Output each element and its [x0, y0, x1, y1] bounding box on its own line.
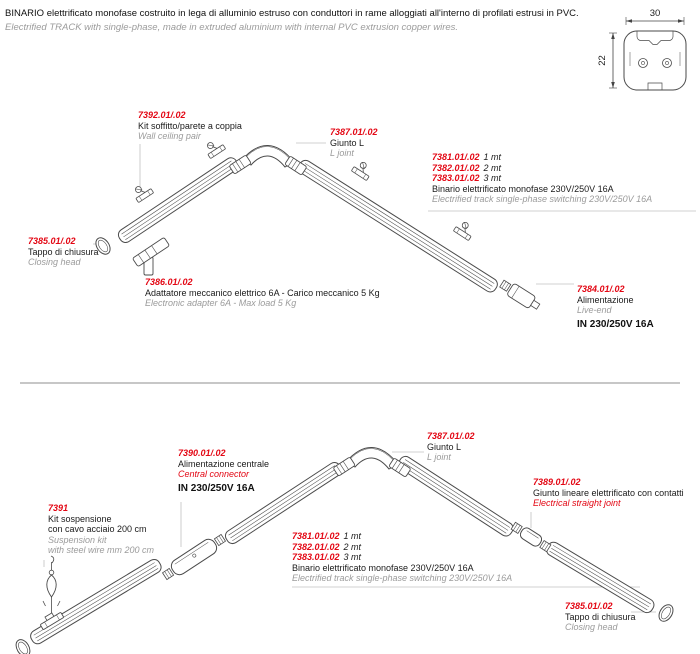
dim-width-label: 30 — [649, 8, 661, 19]
part-rating: IN 230/250V 16A — [577, 318, 654, 330]
part-name-en: Wall ceiling pair — [138, 131, 201, 141]
label-l-joint-bottom — [427, 431, 475, 463]
part-name-en: Electrified track single-phase switching 230V/250V 16A — [432, 194, 653, 204]
part-code: 7391 — [48, 503, 69, 513]
label-closing-head-top — [28, 236, 99, 268]
header-title-it: BINARIO elettrificato monofase costruito in lega di alluminio estruso con conduttori in rame alloggiati all'interno di profilati estrusi in PVC. — [5, 8, 579, 19]
part-name-en: Electronic adapter 6A - Max load 5 Kg — [145, 298, 297, 308]
part-name-en: L joint — [427, 452, 451, 462]
track-variant: 7382.01/.02 2 mt — [292, 541, 362, 552]
part-name-it: Giunto L — [427, 441, 462, 452]
label-straight-joint — [533, 477, 684, 509]
adapter-graphic — [132, 237, 169, 275]
part-name-it: Adattatore meccanico elettrico 6A - Carico meccanico 5 Kg — [145, 287, 380, 298]
label-live-end — [577, 284, 654, 330]
track-rail-left-lower — [28, 557, 163, 646]
part-name-it: Tappo di chiusura — [28, 246, 99, 257]
central-connector-graphic — [160, 531, 227, 583]
closing-head-graphic — [13, 637, 33, 654]
part-name-it: Binario elettrificato monofase 230V/250V 16A — [292, 562, 474, 573]
ceiling-clip-icon — [131, 181, 154, 203]
part-name-it: Alimentazione — [577, 294, 634, 305]
part-name-en: Electrical straight joint — [533, 498, 621, 508]
part-name-it: Alimentazione centrale — [178, 458, 270, 469]
part-name-en: with steel wire mm 200 cm — [48, 545, 155, 555]
label-closing-head-bottom — [565, 601, 636, 633]
part-code: 7385.01/.02 — [28, 236, 76, 246]
part-name-en: Electrified track single-phase switching 230V/250V 16A — [292, 573, 513, 583]
track-variant: 7381.01/.02 1 mt — [292, 531, 362, 541]
track-variant: 7383.01/.02 3 mt — [432, 173, 502, 183]
part-code: 7392.01/.02 — [138, 110, 186, 120]
track-cross-section-drawing — [624, 31, 686, 90]
live-end-graphic — [498, 278, 542, 313]
dimension-width — [626, 8, 684, 25]
l-joint-graphic — [229, 145, 307, 175]
label-track-top — [432, 152, 652, 205]
label-kit-ceiling — [138, 110, 242, 142]
header-title-en: Electrified TRACK with single-phase, made in extruded aluminium with internal PVC extrusion copper wires. — [5, 21, 459, 33]
part-code: 7390.01/.02 — [178, 448, 226, 458]
track-variant: 7383.01/.02 3 mt — [292, 552, 362, 562]
part-rating: IN 230/250V 16A — [178, 482, 255, 494]
part-name-en: Closing head — [28, 257, 81, 267]
part-name-it: Giunto lineare elettrificato con contatti — [533, 487, 684, 498]
page-header — [5, 7, 579, 34]
track-variant: 7382.01/.02 2 mt — [432, 162, 502, 173]
track-variant: 7381.01/.02 1 mt — [432, 152, 502, 162]
part-name-en: Live-end — [577, 305, 612, 315]
part-name-it: con cavo acciaio 200 cm — [48, 524, 147, 534]
label-l-joint-top — [330, 127, 378, 159]
part-name-it: Binario elettrificato monofase 230V/250V 16A — [432, 183, 614, 194]
part-name-en: Central connector — [178, 469, 250, 479]
suspension-kit-graphic — [38, 556, 64, 630]
track-rail-left — [116, 155, 240, 244]
part-name-it: Giunto L — [330, 137, 365, 148]
part-name-en: Closing head — [565, 622, 618, 632]
dim-height-label: 22 — [597, 55, 608, 66]
part-name-it: Tappo di chiusura — [565, 611, 636, 622]
part-name-en: L joint — [330, 148, 354, 158]
closing-head-graphic — [656, 602, 676, 624]
dimension-height — [597, 33, 617, 88]
ceiling-clip-icon — [351, 159, 374, 181]
part-code: 7387.01/.02 — [330, 127, 378, 137]
part-name-it: Kit sospensione — [48, 513, 112, 524]
label-central-connector — [178, 448, 269, 494]
part-code: 7384.01/.02 — [577, 284, 625, 294]
label-adapter — [145, 277, 380, 309]
part-name-it: Kit soffitto/parete a coppia — [138, 120, 242, 131]
part-code: 7387.01/.02 — [427, 431, 475, 441]
part-name-en: Suspension kit — [48, 534, 107, 545]
track-rail-right-upper — [396, 454, 515, 538]
label-suspension-kit — [48, 503, 154, 556]
part-code: 7385.01/.02 — [565, 601, 613, 611]
part-code: 7386.01/.02 — [145, 277, 193, 287]
part-code: 7389.01/.02 — [533, 477, 581, 487]
ceiling-clip-icon — [453, 219, 476, 241]
label-track-bottom — [292, 531, 512, 584]
